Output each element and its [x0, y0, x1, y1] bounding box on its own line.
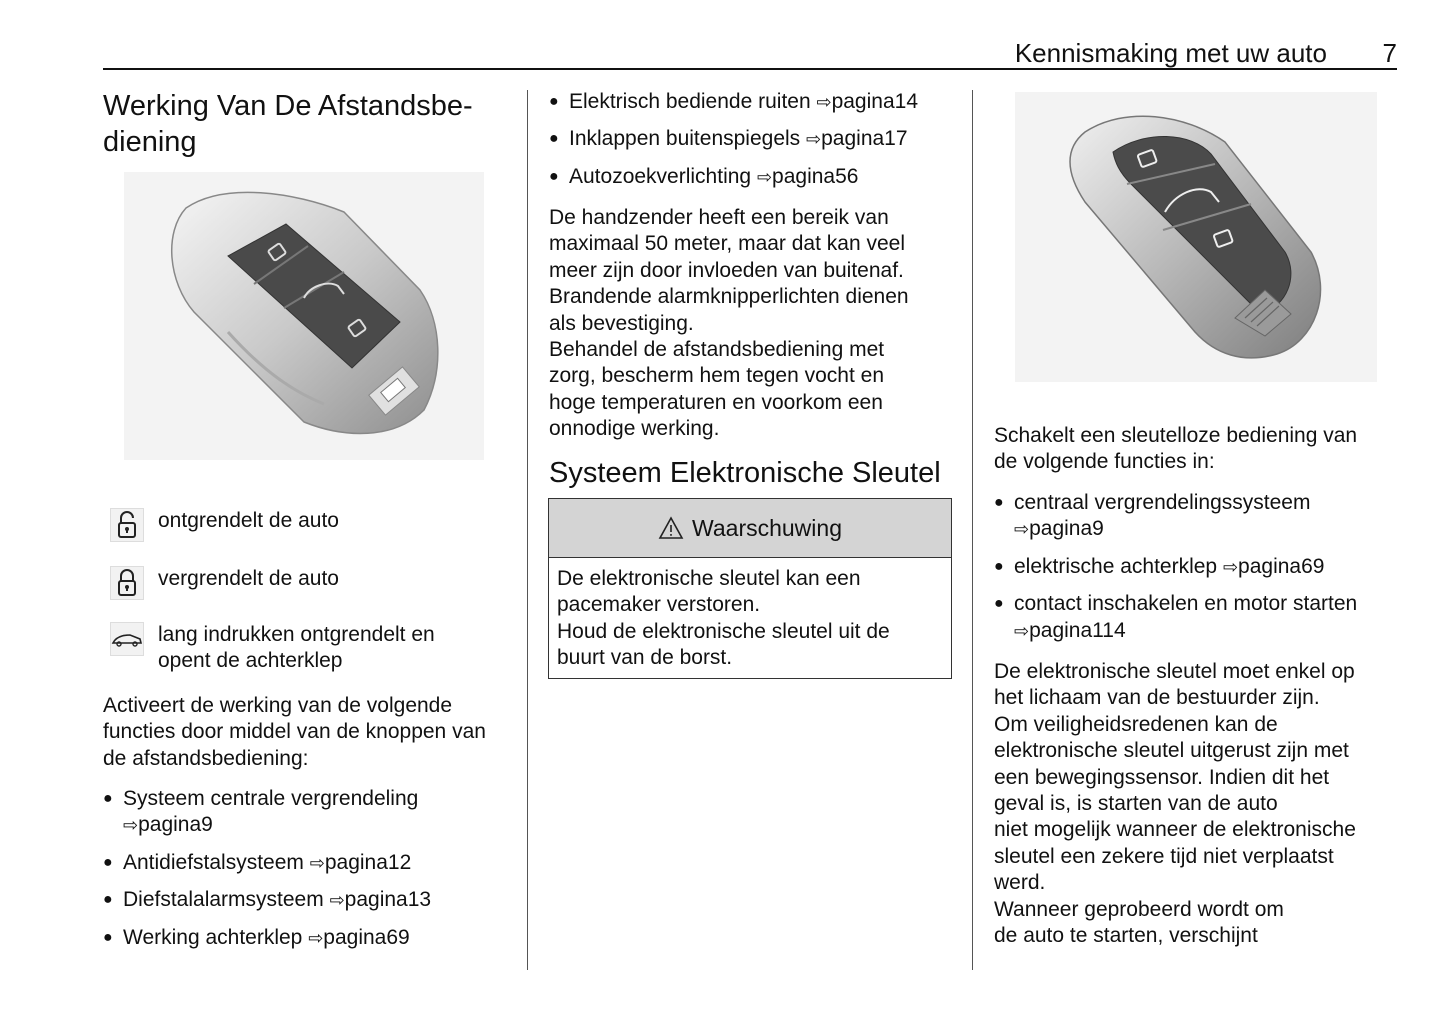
- page-reference-link[interactable]: pagina13: [344, 888, 432, 912]
- list-item: ● centraal vergrendelingssysteem ⇨pagina9: [994, 490, 1389, 543]
- list-item: ● Elektrisch bediende ruiten ⇨pagina14: [549, 89, 959, 115]
- unlock-icon: [110, 508, 144, 542]
- page-reference-link[interactable]: pagina9: [1029, 517, 1104, 541]
- col2-range-paragraph: De handzender heeft een bereik van maximaal 50 meter, maar dat kan veel meer zijn door invloeden van buitenaf. Brandende alarmknipperlichten dienen als bevestiging. Behandel de afstandsbediening met zorg, bescherm hem tegen vocht en hoge temperaturen en voorkom een onnodige werking.: [549, 206, 909, 441]
- list-item: ● Diefstalalarmsysteem ⇨pagina13: [103, 887, 515, 913]
- running-header-title: Kennismaking met uw auto: [1014, 38, 1327, 68]
- list-item: ● contact inschakelen en motor starten ⇨pagina114: [994, 591, 1389, 644]
- header-rule: [103, 68, 1397, 70]
- list-item: ● Autozoekverlichting ⇨pagina56: [549, 164, 959, 190]
- list-item: ● elektrische achterklep ⇨pagina69: [994, 554, 1389, 580]
- page-reference-link[interactable]: pagina12: [324, 850, 412, 874]
- section-heading: Systeem Elektronische Sleutel: [549, 457, 941, 489]
- legend-item: ontgrendelt de auto: [110, 508, 510, 566]
- page-reference-link[interactable]: pagina69: [1238, 554, 1325, 578]
- section-heading: Werking Van De Afstandsbe- diening: [103, 90, 473, 158]
- legend-list: [110, 508, 510, 675]
- folding-key-fob-illustration: [124, 172, 484, 460]
- col2-function-list: [549, 89, 959, 190]
- page-ref-arrow-icon: ⇨: [1014, 519, 1030, 540]
- page-ref-arrow-icon: ⇨: [816, 92, 832, 112]
- page-ref-arrow-icon: ⇨: [329, 890, 345, 911]
- page-number: 7: [1382, 38, 1397, 68]
- legend-item: lang indrukken ontgrendelt en opent de achterklep: [110, 622, 510, 675]
- col3-function-list: [994, 490, 1389, 644]
- col1-intro-paragraph: Activeert de werking van de volgende functies door middel van de knoppen van de afstandsbediening:: [103, 694, 486, 770]
- column-divider: [527, 90, 528, 970]
- list-item: ● Antidiefstalsysteem ⇨pagina12: [103, 850, 515, 876]
- list-item: ● Inklappen buitenspiegels ⇨pagina17: [549, 126, 959, 152]
- warning-body: De elektronische sleutel kan een pacemaker verstoren. Houd de elektronische sleutel uit de buurt van de borst.: [557, 567, 890, 670]
- page-ref-arrow-icon: ⇨: [806, 129, 822, 150]
- legend-item: vergrendelt de auto: [110, 566, 510, 622]
- page-ref-arrow-icon: ⇨: [308, 927, 324, 948]
- warning-header: [549, 499, 951, 558]
- column-divider: [972, 90, 973, 970]
- list-item: ● Werking achterklep ⇨pagina69: [103, 925, 515, 951]
- col1-function-list: [103, 786, 515, 951]
- page-reference-link[interactable]: pagina17: [821, 127, 908, 151]
- page-ref-arrow-icon: ⇨: [1222, 556, 1239, 577]
- lock-icon: [110, 566, 144, 600]
- page-reference-link[interactable]: pagina56: [772, 164, 859, 188]
- page-reference-link[interactable]: pagina69: [323, 925, 410, 949]
- page-ref-arrow-icon: ⇨: [1014, 620, 1030, 641]
- page-reference-link[interactable]: pagina9: [138, 813, 213, 837]
- col3-body-paragraph: De elektronische sleutel moet enkel op het lichaam van de bestuurder zijn. Om veiligheidsredenen kan de elektronische sleutel uitgerust zijn met een bewegingssensor. Indien dit het geval is, is starten van de auto niet mogelijk wanneer de elektronische sleutel een zekere tijd niet verplaatst werd. Wanneer geprobeerd wordt om de auto te starten, verschijnt: [994, 660, 1356, 948]
- page-ref-arrow-icon: ⇨: [309, 852, 325, 873]
- car-tailgate-icon: [110, 622, 144, 656]
- page-reference-link[interactable]: pagina114: [1029, 618, 1126, 642]
- page-reference-link[interactable]: pagina14: [831, 90, 918, 113]
- page-ref-arrow-icon: ⇨: [756, 166, 773, 187]
- smart-key-fob-illustration: [1015, 92, 1377, 382]
- warning-title: Waarschuwing: [692, 514, 842, 541]
- warning-box: [548, 498, 952, 679]
- col3-intro-paragraph: Schakelt een sleutelloze bediening van de volgende functies in:: [994, 424, 1358, 474]
- warning-triangle-icon: [658, 516, 684, 540]
- list-item: ● Systeem centrale vergrendeling ⇨pagina9: [103, 786, 515, 839]
- page-ref-arrow-icon: ⇨: [123, 815, 139, 836]
